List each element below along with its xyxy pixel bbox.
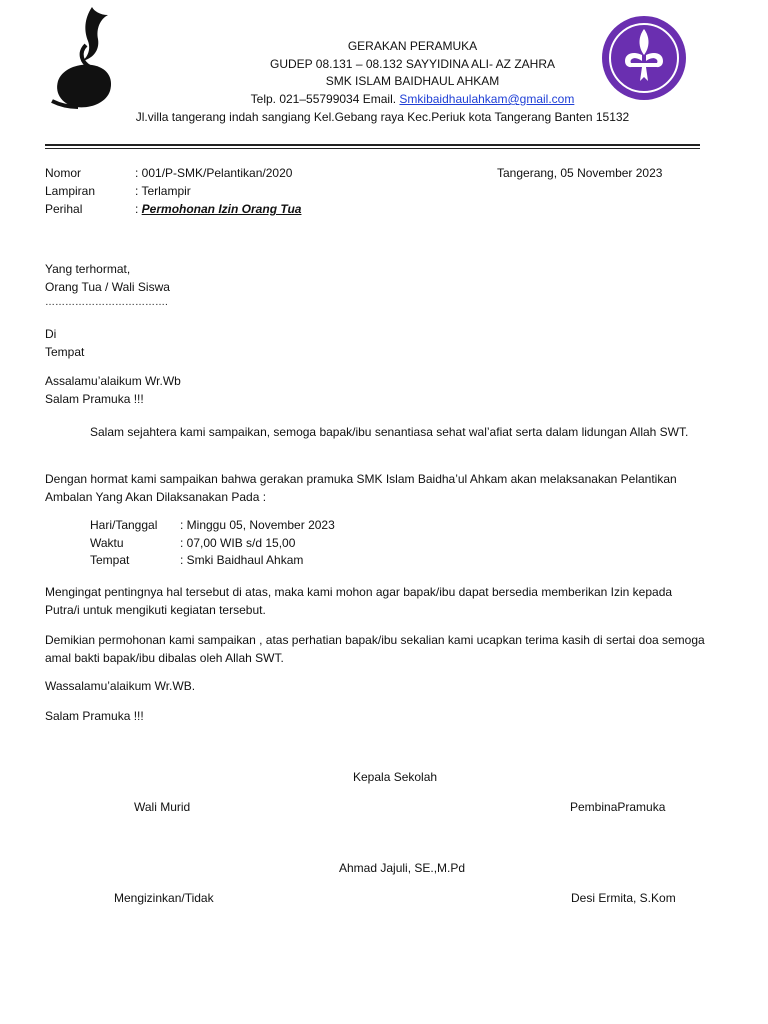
greeting-salam-pramuka: Salam Pramuka !!! (45, 392, 144, 406)
recipient-di: Di (45, 327, 57, 341)
paragraph-dengan-hormat: Dengan hormat kami sampaikan bahwa gerakan pramuka SMK Islam Baidha’ul Ahkam akan melaksanakan Pelantikan Ambalan Yang Akan Dilaksanakan Pada : (45, 472, 677, 504)
paragraph-mengingat: Mengingat pentingnya hal tersebut di atas, maka kami mohon agar bapak/ibu dapat bersedia memberikan Izin kepada Putra/i untuk mengikuti kegiatan tersebut. (45, 585, 673, 617)
signature-title-pembina: PembinaPramuka (570, 800, 666, 814)
header-divider-thin (45, 148, 700, 149)
detail-value-tempat: : Smki Baidhaul Ahkam (180, 553, 304, 567)
perihal-label: Perihal (45, 202, 83, 216)
nomor-value: : 001/P-SMK/Pelantikan/2020 (135, 166, 293, 180)
paragraph-salam-sejahtera: Salam sejahtera kami sampaikan, semoga bapak/ibu senantiasa sehat wal’afiat serta dalam lidungan Allah SWT. (90, 425, 689, 439)
perihal-field (135, 202, 301, 216)
detail-label-waktu: Waktu (90, 536, 124, 550)
perihal-value: Permohonan Izin Orang Tua (141, 202, 302, 216)
letter-date: Tangerang, 05 November 2023 (497, 166, 663, 180)
header-divider-thick (45, 144, 700, 146)
email-link[interactable]: Smkibaidhaulahkam@gmail.com (399, 92, 575, 106)
perihal-colon: : (135, 202, 142, 216)
signature-name-wali-murid: Mengizinkan/Tidak (114, 891, 214, 905)
lampiran-value: : Terlampir (135, 184, 191, 198)
detail-value-hari: : Minggu 05, November 2023 (180, 518, 335, 532)
header-school: SMK ISLAM BAIDHAUL AHKAM (325, 74, 500, 88)
signature-name-kepala-sekolah: Ahmad Jajuli, SE.,M.Pd (339, 861, 466, 875)
header-phone: Telp. 021–55799034 Email. (250, 92, 400, 106)
recipient-salutation: Yang terhormat, (45, 262, 131, 276)
signature-title-kepala-sekolah: Kepala Sekolah (353, 770, 438, 784)
closing-salam-pramuka: Salam Pramuka !!! (45, 709, 144, 723)
detail-label-hari: Hari/Tanggal (90, 518, 158, 532)
detail-label-tempat: Tempat (90, 553, 130, 567)
closing-wassalamualaikum: Wassalamu’alaikum Wr.WB. (45, 679, 196, 693)
header-contact (110, 91, 715, 108)
signature-title-wali-murid: Wali Murid (134, 800, 191, 814)
recipient-name: Orang Tua / Wali Siswa (45, 280, 170, 294)
header-org: GERAKAN PERAMUKA (347, 39, 478, 53)
recipient-dots: ………………………………. (45, 297, 168, 308)
lampiran-label: Lampiran (45, 184, 96, 198)
detail-value-waktu: : 07,00 WIB s/d 15,00 (180, 536, 296, 550)
greeting-assalamualaikum: Assalamu’alaikum Wr.Wb (45, 374, 181, 388)
header-gudep: GUDEP 08.131 – 08.132 SAYYIDINA ALI- AZ ZAHRA (269, 57, 556, 71)
nomor-label: Nomor (45, 166, 82, 180)
header-address: Jl.villa tangerang indah sangiang Kel.Gebang raya Kec.Periuk kota Tangerang Banten 15132 (135, 110, 630, 124)
recipient-place: Tempat (45, 345, 85, 359)
signature-name-pembina: Desi Ermita, S.Kom (571, 891, 676, 905)
paragraph-demikian: Demikian permohonan kami sampaikan , atas perhatian bapak/ibu sekalian kami ucapkan terima kasih di sertai doa semoga amal bakti bapak/ibu dibalas oleh Allah SWT. (45, 633, 705, 665)
